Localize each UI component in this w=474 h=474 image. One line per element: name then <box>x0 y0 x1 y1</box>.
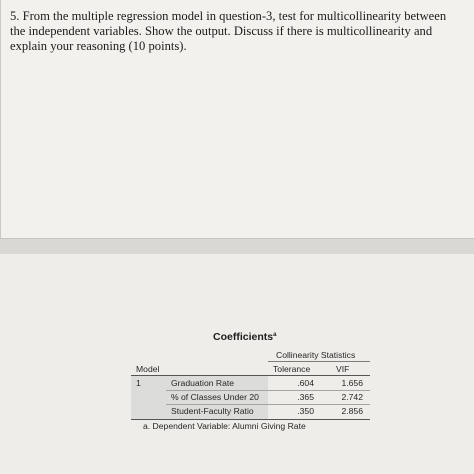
row-rule-0 <box>166 390 370 391</box>
collinearity-statistics-header: Collinearity Statistics <box>276 350 356 360</box>
row-variable-1: % of Classes Under 20 <box>171 392 259 402</box>
row-tolerance-1: .365 <box>297 392 314 402</box>
column-header-vif: VIF <box>336 364 350 374</box>
table-title-footnote-marker: a <box>273 332 277 338</box>
table-title-text: Coefficients <box>213 331 274 343</box>
table-title <box>213 331 276 343</box>
question-text: 5. From the multiple regression model in question-3, test for multicollinearity between the independent variables. Show the output. Discuss if there is multicollinearity and explain your reasoning (10 points). <box>10 9 447 53</box>
section-divider <box>0 238 474 255</box>
row-vif-1: 2.742 <box>341 392 363 402</box>
spss-output-panel <box>0 254 474 474</box>
column-header-model: Model <box>136 364 160 374</box>
row-variable-2: Student-Faculty Ratio <box>171 406 254 416</box>
group-header-rule <box>268 361 370 362</box>
row-tolerance-2: .350 <box>297 406 314 416</box>
table-bottom-rule <box>131 419 370 420</box>
row-vif-0: 1.656 <box>341 378 363 388</box>
row-rule-1 <box>166 404 370 405</box>
row-vif-2: 2.856 <box>341 406 363 416</box>
table-footnote: a. Dependent Variable: Alumni Giving Rate <box>143 421 306 431</box>
row-variable-0: Graduation Rate <box>171 378 235 388</box>
model-number: 1 <box>136 378 141 388</box>
column-header-tolerance: Tolerance <box>273 364 311 374</box>
row-tolerance-0: .604 <box>297 378 314 388</box>
